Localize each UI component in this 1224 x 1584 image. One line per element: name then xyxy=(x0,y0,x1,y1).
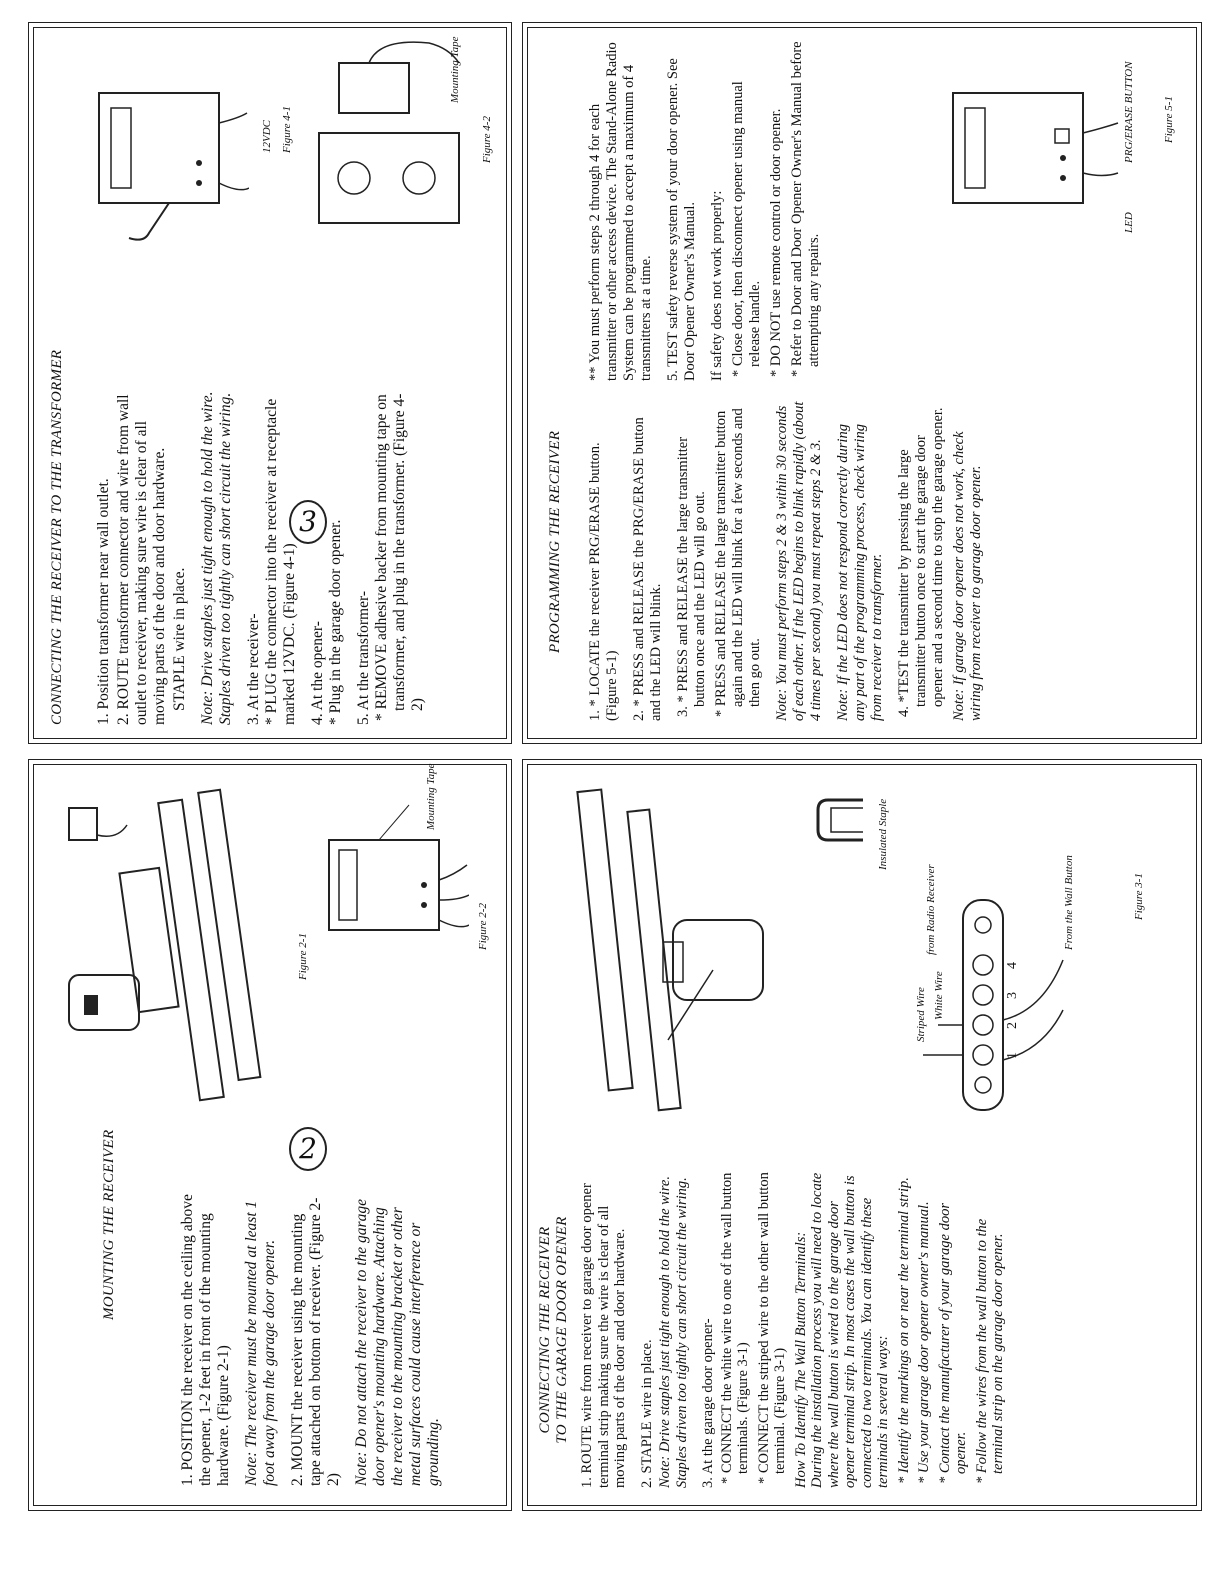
transformer-step2: 2. ROUTE transformer connector and wire from wall outlet to receiver, making sure wire is clear of all moving parts of the door and door hardware. xyxy=(115,394,168,725)
terminal-4-label: 4 xyxy=(1005,962,1020,969)
programming-right-text xyxy=(587,41,827,381)
opener-sub1: * CONNECT the white wire to one of the wall button terminals. (Figure 3-1) xyxy=(718,1172,751,1484)
opener-bullet1: * Identify the markings on or near the terminal strip. xyxy=(895,1177,912,1484)
connecting-opener-title-line1: CONNECTING THE RECEIVER xyxy=(537,1226,553,1434)
prog-r5: * DO NOT use remote control or door opener. xyxy=(768,108,784,377)
from-radio-label: from Radio Receiver xyxy=(925,864,937,955)
white-wire-label: White Wire xyxy=(933,971,945,1020)
opener-sub2: * CONNECT the striped wire to the other wall button terminal. (Figure 3-1) xyxy=(755,1172,788,1484)
prog-note3: Note: If garage door opener does not work, check wiring from receiver to garage door opener. xyxy=(951,431,984,721)
connecting-opener-text xyxy=(579,1170,1011,1488)
opener-bullet2: * Use your garage door opener owner's manual. xyxy=(916,1201,932,1484)
from-wall-label: From the Wall Button xyxy=(1063,855,1075,950)
prog-r6: * Refer to Door and Door Opener Owner's Manual before attempting any repairs. xyxy=(789,41,822,377)
opener-note: Note: Drive staples just tight enough to hold the wire. Staples driven too tightly can short circuit the wiring. xyxy=(657,1176,690,1488)
opener-step1: 1. ROUTE wire from receiver to garage door opener terminal strip making sure the wire is clear of all moving parts of the door and door hardware. xyxy=(579,1183,628,1488)
figure-4-2-drawing xyxy=(309,33,469,233)
transformer-step4: 4. At the opener- xyxy=(309,621,326,725)
figure-2-2-caption: Figure 2-2 xyxy=(477,903,489,950)
figure-4-2-caption: Figure 4-2 xyxy=(481,116,493,163)
prog-step4: 4. *TEST the transmitter by pressing the large transmitter button once to start the garage door opener and a second time to stop the garage opener. xyxy=(896,407,946,717)
figure-4-1-caption: Figure 4-1 xyxy=(281,106,293,153)
programming-panel xyxy=(522,22,1202,744)
figure-5-1-drawing xyxy=(943,53,1123,233)
mounting-text xyxy=(179,1186,453,1486)
mounting-title: MOUNTING THE RECEIVER xyxy=(101,1129,117,1320)
prog-r2: 5. TEST safety reverse system of your door opener. See Door Opener Owner's Manual. xyxy=(665,58,698,381)
mounting-note1: Note: The receiver must be mounted at least 1 foot away from the garage door opener. xyxy=(243,1200,278,1486)
transformer-sub4: * Plug in the garage door opener. xyxy=(327,519,344,725)
prog-r1: ** You must perform steps 2 through 4 for each transmitter or other access device. The Stand-Alone Radio System can be programmed to accept a maximum of 4 transmitters at a time. xyxy=(587,42,654,381)
opener-step2: 2. STAPLE wire in place. xyxy=(638,1339,655,1488)
transformer-note: Note: Drive staples just tight enough to hold the wire. Staples driven too tightly can short circuit the wiring. xyxy=(199,391,234,725)
prog-step2: 2. * PRESS and RELEASE the PRG/ERASE button and the LED will blink. xyxy=(631,417,664,721)
connecting-opener-panel xyxy=(522,759,1202,1511)
terminal-2-label: 2 xyxy=(1005,1022,1020,1029)
terminal-3-label: 3 xyxy=(1005,992,1020,999)
figure-2-2-drawing xyxy=(319,790,469,990)
prog-note1: Note: You must perform steps 2 & 3 within 30 seconds of each other. If the LED begins to blink rapidly (about 4 times per second) you must repeat steps 2 & 3. xyxy=(774,401,824,721)
mounting-panel xyxy=(28,759,512,1511)
page-number-3: 3 xyxy=(289,500,327,544)
figure-5-1-caption: Figure 5-1 xyxy=(1163,96,1175,143)
transformer-step3: 3. At the receiver- xyxy=(245,613,262,725)
opener-step3: 3. At the garage door opener- xyxy=(700,1318,716,1488)
transformer-sub5: * REMOVE adhesive backer from mounting tape on transformer, and plug in the transformer. (Figure 4-2) xyxy=(373,393,426,721)
connecting-opener-title xyxy=(537,1180,571,1480)
mounting-note2: Note: Do not attach the receiver to the garage door opener's mounting hardware. Attaching the receiver to the mounting bracket or other metal surfaces could cause interference or grounding. xyxy=(353,1199,442,1486)
programming-left-text xyxy=(587,401,995,721)
opener-bullet4: * Follow the wires from the wall button to the terminal strip on the garage door opener. xyxy=(973,1218,1006,1484)
opener-how-text: During the installation process you will need to locate where the wall button is wired to the garage door opener terminal strip. In most cases the wall button is connected to two terminals. You can identify these terminals in several ways: xyxy=(809,1172,891,1488)
terminal-strip-drawing xyxy=(903,780,1103,1140)
figure-3-1-caption: Figure 3-1 xyxy=(1133,873,1145,920)
transformer-mounting-tape-label: Mounting Tape xyxy=(449,36,461,103)
mounting-step2: 2. MOUNT the receiver using the mounting tape attached on bottom of receiver. (Figure 2-2) xyxy=(289,1197,342,1486)
figure-3-1-drawing xyxy=(563,770,823,1150)
connecting-opener-title-line2: TO THE GARAGE DOOR OPENER xyxy=(554,1216,570,1444)
figure-4-1-drawing xyxy=(89,43,249,243)
transformer-step1: 1. Position transformer near wall outlet. xyxy=(95,478,112,725)
figure-2-1-caption: Figure 2-1 xyxy=(297,933,309,980)
prog-step1: 1. * LOCATE the receiver PRG/ERASE button. (Figure 5-1) xyxy=(587,442,620,721)
programming-title: PROGRAMMING THE RECEIVER xyxy=(547,430,563,653)
figure-2-1-drawing xyxy=(59,770,289,1140)
insulated-staple-label: Insulated Staple xyxy=(877,798,889,870)
transformer-sub3: * PLUG the connector into the receiver at receptacle marked 12VDC. (Figure 4-1) xyxy=(263,398,298,725)
striped-wire-label: Striped Wire xyxy=(915,987,927,1042)
insulated-staple-drawing xyxy=(813,790,873,850)
prg-erase-label: PRG/ERASE BUTTON xyxy=(1123,61,1135,163)
prog-step3b: * PRESS and RELEASE the large transmitter button again and the LED will blink for a few seconds and then go out. xyxy=(713,408,763,717)
prog-r4: * Close door, then disconnect opener using manual release handle. xyxy=(730,81,763,377)
transformer-panel xyxy=(28,22,512,744)
prog-r3: If safety does not work properly: xyxy=(709,190,725,381)
mounting-tape-label: Mounting Tape xyxy=(425,763,437,830)
opener-bullet3: * Contact the manufacturer of your garage door opener. xyxy=(936,1203,969,1484)
mounting-step1: 1. POSITION the receiver on the ceiling above the opener, 1-2 feet in front of the mounting hardware. (Figure 2-1) xyxy=(179,1194,232,1486)
terminal-1-label: 1 xyxy=(1005,1052,1020,1059)
transformer-step5: 5. At the transformer- xyxy=(355,591,372,725)
led-label: LED xyxy=(1123,212,1135,233)
prog-step3: 3. * PRESS and RELEASE the large transmitter button once and the LED will go out. xyxy=(675,436,708,717)
transformer-text xyxy=(95,385,431,725)
prog-note2: Note: If the LED does not respond correctly during any part of the programming process, check wiring from receiver to transformer. xyxy=(835,424,885,721)
transformer-staple: STAPLE wire in place. xyxy=(171,567,188,711)
opener-how-title: How To Identify The Wall Button Terminals: xyxy=(792,1231,809,1488)
page-number-2: 2 xyxy=(289,1127,327,1171)
12vdc-label: 12VDC xyxy=(261,120,273,153)
transformer-title: CONNECTING THE RECEIVER TO THE TRANSFORMER xyxy=(49,349,65,725)
